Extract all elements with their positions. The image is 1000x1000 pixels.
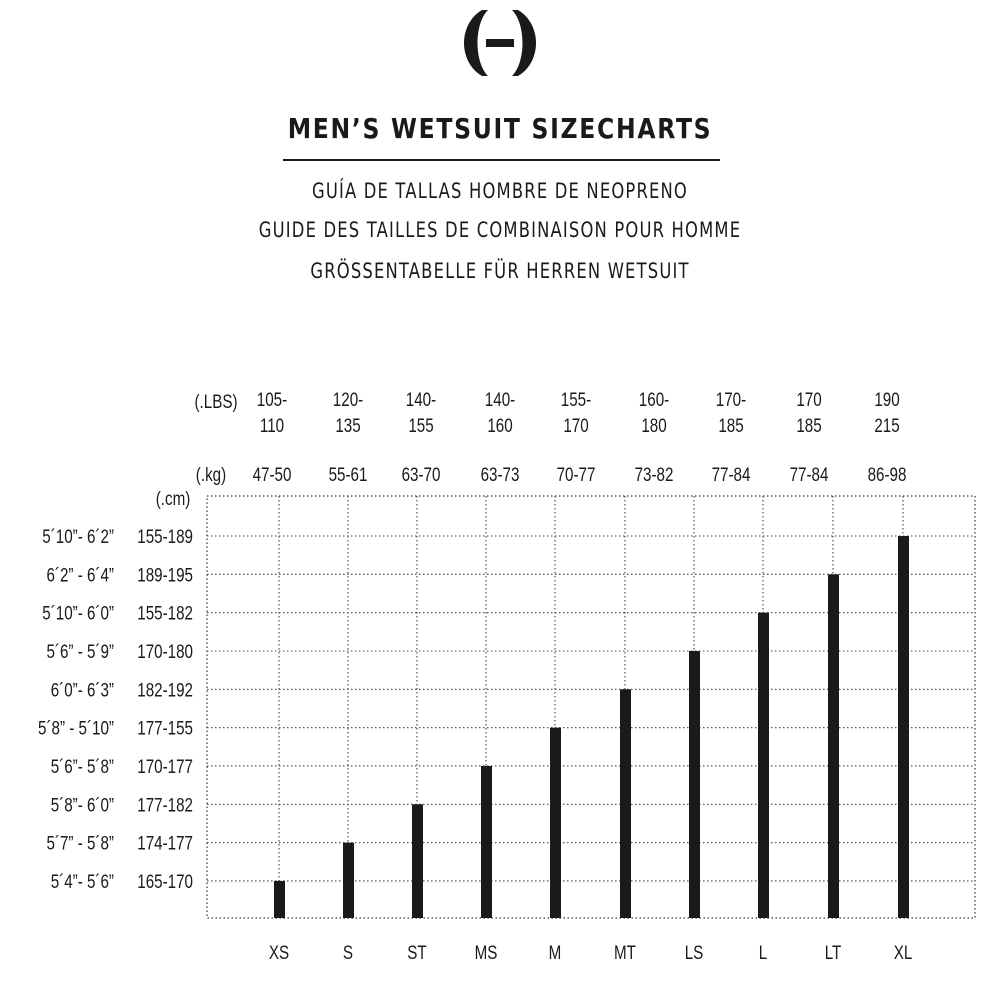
lbs-label: 160 <box>487 414 513 437</box>
bar-lt <box>828 574 839 918</box>
lbs-label: 120- <box>332 388 364 411</box>
size-label: LT <box>824 941 842 964</box>
bar-m <box>550 728 561 918</box>
chart-bars <box>274 536 909 918</box>
size-label: S <box>342 941 354 964</box>
lbs-label: 135 <box>335 414 361 437</box>
lbs-label: 180 <box>641 414 667 437</box>
height-ft-label: 6´2” - 6´4” <box>46 563 115 586</box>
lbs-label: 155 <box>408 414 434 437</box>
size-label: MS <box>474 941 498 964</box>
size-label: XS <box>268 941 290 964</box>
height-cm-label: 182-192 <box>137 678 193 701</box>
kg-label: 47-50 <box>252 463 292 486</box>
lbs-label: 215 <box>874 414 900 437</box>
lbs-label: 190 <box>874 388 900 411</box>
lbs-label: 185 <box>796 414 822 437</box>
bar-ls <box>689 651 700 918</box>
height-cm-label: 170-180 <box>137 640 193 663</box>
bar-xl <box>898 536 909 918</box>
lbs-label: 185 <box>718 414 744 437</box>
size-label: M <box>548 941 562 964</box>
height-cm-label: 189-195 <box>137 563 193 586</box>
height-ft-label: 6´0”- 6´3” <box>50 678 115 701</box>
bar-st <box>412 804 423 918</box>
bar-ms <box>481 766 492 918</box>
height-ft-label: 5´10”- 6´2” <box>42 525 115 548</box>
lbs-label: 170 <box>796 388 822 411</box>
kg-label: 63-70 <box>401 463 441 486</box>
lbs-label: 140- <box>484 388 516 411</box>
height-ft-label: 5´8” - 5´10” <box>38 716 115 740</box>
bar-mt <box>620 689 631 918</box>
height-cm-label: 170-177 <box>137 755 193 778</box>
subtitle-french: GUIDE DES TAILLES DE COMBINAISON POUR HOMME <box>258 218 742 242</box>
height-ft-label: 5´10”- 6´0” <box>42 601 115 625</box>
bar-s <box>343 843 354 918</box>
subtitle-german: GRÖSSENTABELLE FÜR HERREN WETSUIT <box>310 259 690 283</box>
kg-label: 63-73 <box>480 463 520 486</box>
height-ft-label: 5´4”- 5´6” <box>50 870 115 893</box>
size-label: L <box>758 941 768 964</box>
size-label: XL <box>893 941 913 964</box>
lbs-label: 105- <box>256 388 288 411</box>
lbs-label: 170- <box>715 388 747 411</box>
height-cm-label: 177-182 <box>137 793 193 816</box>
size-label: LS <box>684 941 704 964</box>
height-cm-label: 174-177 <box>137 831 193 855</box>
lbs-label: 160- <box>638 388 670 411</box>
lbs-label: 155- <box>560 388 592 411</box>
height-ft-label: 5´8”- 6´0” <box>50 793 115 816</box>
subtitle-spanish: GUÍA DE TALLAS HOMBRE DE NEOPRENO <box>311 179 689 203</box>
height-cm-label: 155-182 <box>137 601 193 625</box>
height-ft-label: 5´6”- 5´8” <box>50 755 115 778</box>
lbs-label: 140- <box>405 388 437 411</box>
height-cm-label: 177-155 <box>137 716 193 740</box>
height-cm-label: 165-170 <box>137 870 193 893</box>
height-ft-label: 5´6” - 5´9” <box>46 640 115 663</box>
size-label: MT <box>614 941 636 964</box>
page-title: MEN’S WETSUIT SIZECHARTS <box>287 112 713 145</box>
lbs-label: 170 <box>563 414 589 437</box>
chart-labels <box>38 388 912 963</box>
chart-grid <box>207 496 975 918</box>
kg-label: 73-82 <box>634 463 674 486</box>
kg-unit-label: (.kg) <box>195 463 227 486</box>
height-ft-label: 5´7” - 5´8” <box>46 831 115 855</box>
chart-frame <box>207 496 975 918</box>
kg-label: 77-84 <box>711 463 751 486</box>
lbs-label: 110 <box>259 414 285 437</box>
bar-l <box>758 613 769 918</box>
cm-unit-label: (.cm) <box>155 487 191 510</box>
kg-label: 55-61 <box>328 463 368 486</box>
kg-label: 70-77 <box>556 463 596 486</box>
size-label: ST <box>407 941 427 964</box>
lbs-unit-label: (.LBS) <box>194 390 238 413</box>
kg-label: 77-84 <box>789 463 829 486</box>
height-cm-label: 155-189 <box>137 525 193 548</box>
bar-xs <box>274 881 285 918</box>
kg-label: 86-98 <box>867 463 907 486</box>
